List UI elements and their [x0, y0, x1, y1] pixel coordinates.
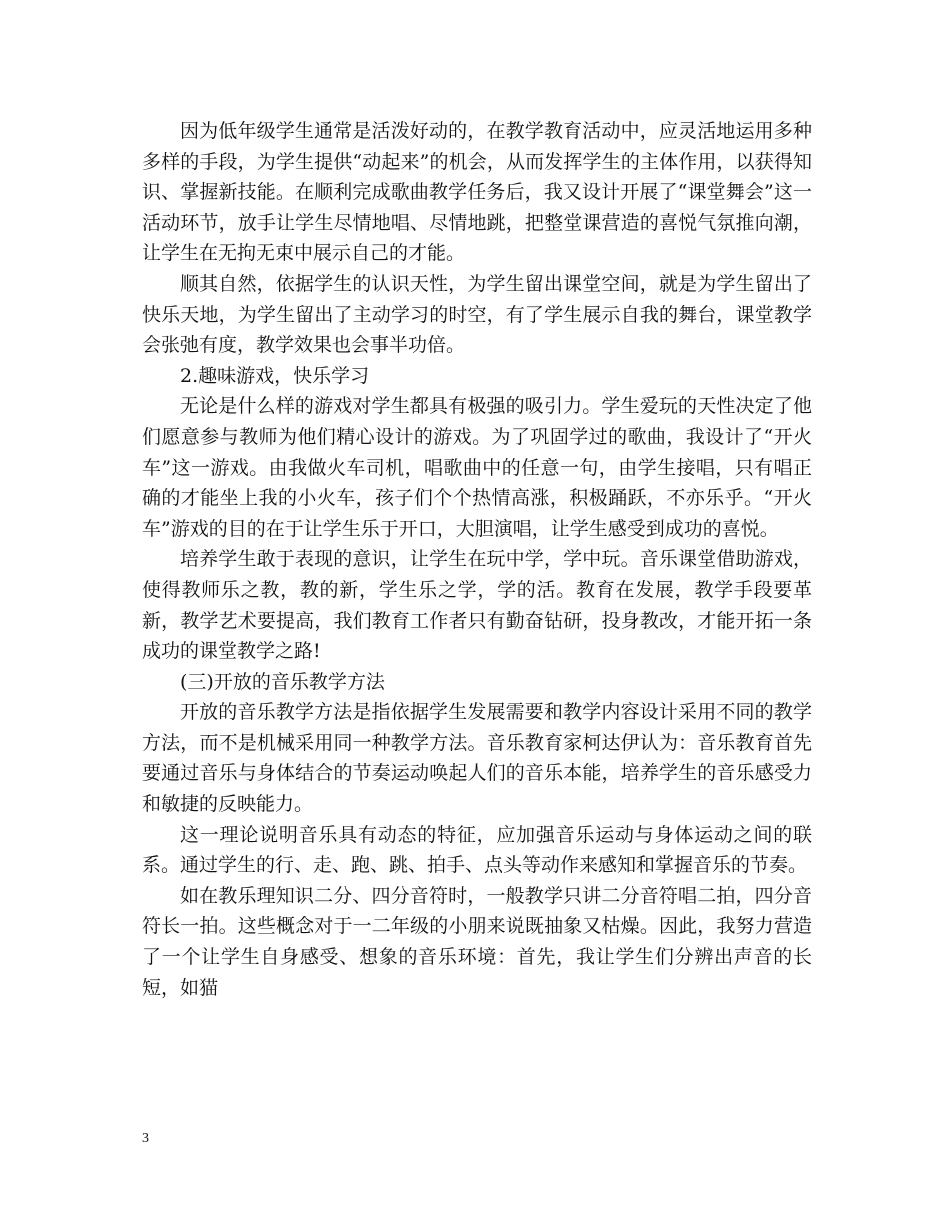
paragraph-1: 因为低年级学生通常是活泼好动的，在教学教育活动中，应灵活地运用多种多样的手段，为学生提供“动起来”的机会，从而发挥学生的主体作用，以获得知识、掌握新技能。在顺利完成歌曲教学任务后，我又设计开展了“课堂舞会”这一活动环节，放手让学生尽情地唱、尽情地跳，把整堂课营造的喜悦气氛推向潮，让学生在无拘无束中展示自己的才能。: [142, 120, 812, 265]
paragraph-7: 如在教乐理知识二分、四分音符时，一般教学只讲二分音符唱二拍，四分音符长一拍。这些概念对于一二年级的小朋来说既抽象又枯燥。因此，我努力营造了一个让学生自身感受、想象的音乐环境：首先，我让学生们分辨出声音的长短，如猫: [142, 884, 812, 999]
section-heading-fun-games: 2.趣味游戏，快乐学习: [180, 364, 370, 387]
section-heading-open-methods: (三)开放的音乐教学方法: [180, 670, 385, 693]
document-body: [142, 116, 812, 1003]
page-number: 3: [142, 1131, 149, 1146]
paragraph-4: 培养学生敢于表现的意识，让学生在玩中学，学中玩。音乐课堂借助游戏，使得教师乐之教，教的新，学生乐之学，学的活。教育在发展，教学手段要革新，教学艺术要提高，我们教育工作者只有勤奋钻研，投身教改，才能开拓一条成功的课堂教学之路!: [142, 548, 812, 663]
paragraph-2: 顺其自然，依据学生的认识天性，为学生留出课堂空间，就是为学生留出了快乐天地，为学生留出了主动学习的时空，有了学生展示自我的舞台，课堂教学会张弛有度，教学效果也会事半功倍。: [142, 272, 812, 357]
paragraph-6: 这一理论说明音乐具有动态的特征，应加强音乐运动与身体运动之间的联系。通过学生的行、走、跑、跳、拍手、点头等动作来感知和掌握音乐的节奏。: [142, 823, 812, 877]
paragraph-3: 无论是什么样的游戏对学生都具有极强的吸引力。学生爱玩的天性决定了他们愿意参与教师为他们精心设计的游戏。为了巩固学过的歌曲，我设计了“开火车”这一游戏。由我做火车司机，唱歌曲中的任意一句，由学生接唱，只有唱正确的才能坐上我的小火车，孩子们个个热情高涨，积极踊跃，不亦乐乎。“开火车”游戏的目的在于让学生乐于开口，大胆演唱，让学生感受到成功的喜悦。: [142, 395, 812, 540]
paragraph-5: 开放的音乐教学方法是指依据学生发展需要和教学内容设计采用不同的教学方法，而不是机械采用同一种教学方法。音乐教育家柯达伊认为：音乐教育首先要通过音乐与身体结合的节奏运动唤起人们的音乐本能，培养学生的音乐感受力和敏捷的反映能力。: [142, 701, 812, 816]
